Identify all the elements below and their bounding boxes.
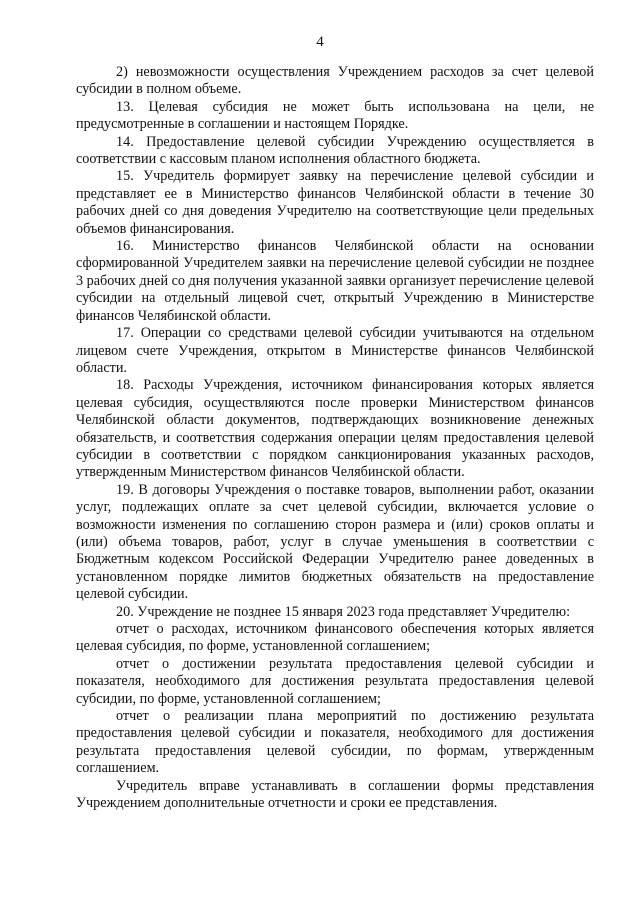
paragraph-founder-rights: Учредитель вправе устанавливать в соглашении формы представления Учреждением дополнительные отчетности и сроки ее представления.: [76, 777, 594, 812]
paragraph-13: 13. Целевая субсидия не может быть использована на цели, не предусмотренные в соглашении и настоящем Порядке.: [76, 98, 594, 133]
paragraph-report-plan: отчет о реализации плана мероприятий по достижению результата предоставления целевой субсидии и показателя, необходимого для достижения результата предоставления целевой субсидии, по формам, утвержденным соглашением.: [76, 708, 594, 777]
paragraph-19: 19. В договоры Учреждения о поставке товаров, выполнении работ, оказании услуг, подлежащих оплате за счет целевой субсидии, включается условие о возможности изменения по соглашению сторон размера и (или) сроков оплаты и (или) объема товаров, работ, услуг в случае уменьшения в соответствии с Бюджетным кодексом Российской Федерации Учредителю ранее доведенных в установленном порядке лимитов бюджетных обязательств на предоставление целевой субсидии.: [76, 481, 594, 603]
paragraph-20: 20. Учреждение не позднее 15 января 2023 года представляет Учредителю:: [116, 603, 571, 620]
paragraph-14: 14. Предоставление целевой субсидии Учреждению осуществляется в соответствии с кассовым планом исполнения областного бюджета.: [76, 133, 594, 168]
paragraph-report-result: отчет о достижении результата предоставления целевой субсидии и показателя, необходимого для достижения результата предоставления целевой субсидии, по форме, установленной соглашением;: [76, 655, 594, 707]
paragraph-17: 17. Операции со средствами целевой субсидии учитываются на отдельном лицевом счете Учреждения, открытом в Министерстве финансов Челябинской области.: [76, 325, 594, 376]
paragraph-report-expenses: отчет о расходах, источником финансового обеспечения которых является целевая субсидия, по форме, установленной соглашением;: [76, 621, 594, 655]
paragraph-subitem-2: 2) невозможности осуществления Учреждением расходов за счет целевой субсидии в полном объеме.: [76, 64, 594, 98]
paragraph-15: 15. Учредитель формирует заявку на перечисление целевой субсидии и представляет ее в Министерство финансов Челябинской области в течение 30 рабочих дней со дня доведения Учредителю на соответствующие цели предельных объемов финансирования.: [76, 168, 594, 237]
document-body: [76, 64, 594, 812]
page-number: 4: [316, 34, 324, 50]
paragraph-18: 18. Расходы Учреждения, источником финансирования которых является целевая субсидия, осуществляются после проверки Министерством финансов Челябинской области документов, подтверждающих возникновение денежных обязательств, и соответствия содержания операции целям предоставления целевой субсидии в соответствии с порядком санкционирования указанных расходов, утвержденным Министерством финансов Челябинской области.: [76, 377, 594, 481]
paragraph-16: 16. Министерство финансов Челябинской области на основании сформированной Учредителем заявки на перечисление целевой субсидии не позднее 3 рабочих дней со дня получения указанной заявки организует перечисление целевой субсидии на отдельный лицевой счет, открытый Учреждению в Министерстве финансов Челябинской области.: [76, 238, 594, 324]
